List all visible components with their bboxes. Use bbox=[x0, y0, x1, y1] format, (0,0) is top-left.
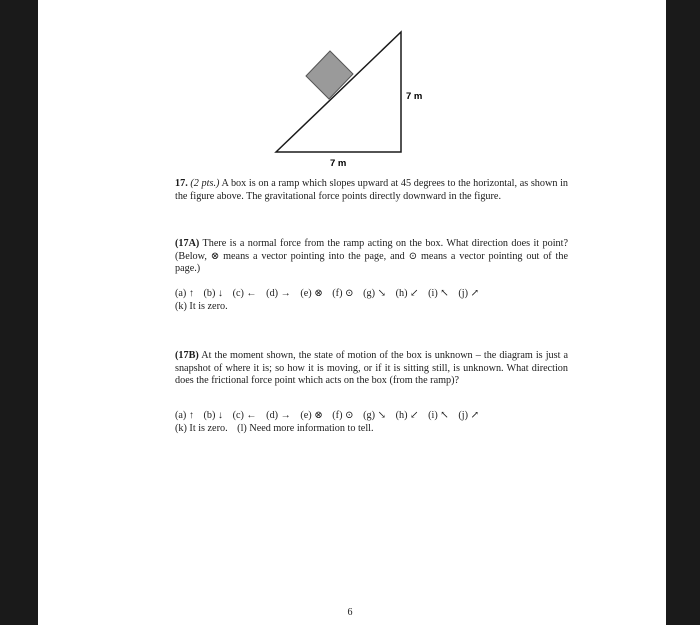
option-d: (d) → bbox=[266, 288, 291, 299]
option-a: (a) ↑ bbox=[175, 288, 194, 299]
question-points: (2 pts.) bbox=[190, 178, 220, 189]
option-f: (f) ⊙ bbox=[332, 410, 354, 421]
ramp-figure bbox=[38, 0, 666, 175]
question-label: (17A) bbox=[175, 238, 200, 249]
option-d: (d) → bbox=[266, 410, 291, 421]
option-c: (c) ← bbox=[232, 288, 257, 299]
option-k: (k) It is zero. bbox=[175, 422, 228, 434]
option-b: (b) ↓ bbox=[203, 288, 224, 299]
question-text: At the moment shown, the state of motion of the box is unknown – the diagram is just a snapshot of where it is; so how it is moving, or if it is sitting still, is unknown. What direction does the frictional force point which acts on the box (from the ramp)? bbox=[175, 350, 569, 387]
question-17b bbox=[175, 350, 568, 388]
question-text: There is a normal force from the ramp acting on the box. What direction does it point? (Below, ⊗ means a vector pointing into the page, and ⊙ means a vector pointing out of the page.) bbox=[175, 238, 568, 275]
option-l: (l) Need more information to tell. bbox=[237, 422, 374, 434]
option-g: (g) ↘ bbox=[363, 410, 387, 421]
option-j: (j) ↗ bbox=[458, 410, 480, 421]
option-c: (c) ← bbox=[232, 410, 257, 421]
question-label: (17B) bbox=[175, 350, 199, 361]
document-page bbox=[38, 0, 666, 625]
option-h: (h) ↙ bbox=[395, 410, 419, 421]
option-j: (j) ↗ bbox=[458, 288, 480, 299]
option-f: (f) ⊙ bbox=[332, 288, 354, 299]
question-text: A box is on a ramp which slopes upward at 45 degrees to the horizontal, as shown in the figure above. The gravitational force points directly downward in the figure. bbox=[175, 178, 569, 202]
option-e: (e) ⊗ bbox=[300, 410, 323, 421]
question-number: 17. bbox=[175, 178, 188, 189]
option-a: (a) ↑ bbox=[175, 410, 194, 421]
options-line bbox=[175, 423, 568, 436]
question-17a bbox=[175, 238, 568, 276]
question-17a-options bbox=[175, 288, 568, 313]
option-i: (i) ↖ bbox=[428, 288, 449, 299]
base-label: 7 m bbox=[330, 158, 347, 169]
page-number: 6 bbox=[347, 607, 353, 618]
option-g: (g) ↘ bbox=[363, 288, 387, 299]
option-k: (k) It is zero. bbox=[175, 300, 228, 312]
option-i: (i) ↖ bbox=[428, 410, 449, 421]
options-line bbox=[175, 288, 568, 301]
height-label: 7 m bbox=[406, 91, 423, 102]
question-17b-options bbox=[175, 410, 568, 435]
options-line bbox=[175, 301, 568, 314]
ramp-triangle bbox=[276, 32, 401, 152]
option-h: (h) ↙ bbox=[395, 288, 419, 299]
question-17 bbox=[175, 178, 568, 203]
options-line bbox=[175, 410, 568, 423]
option-b: (b) ↓ bbox=[203, 410, 224, 421]
option-e: (e) ⊗ bbox=[300, 288, 323, 299]
